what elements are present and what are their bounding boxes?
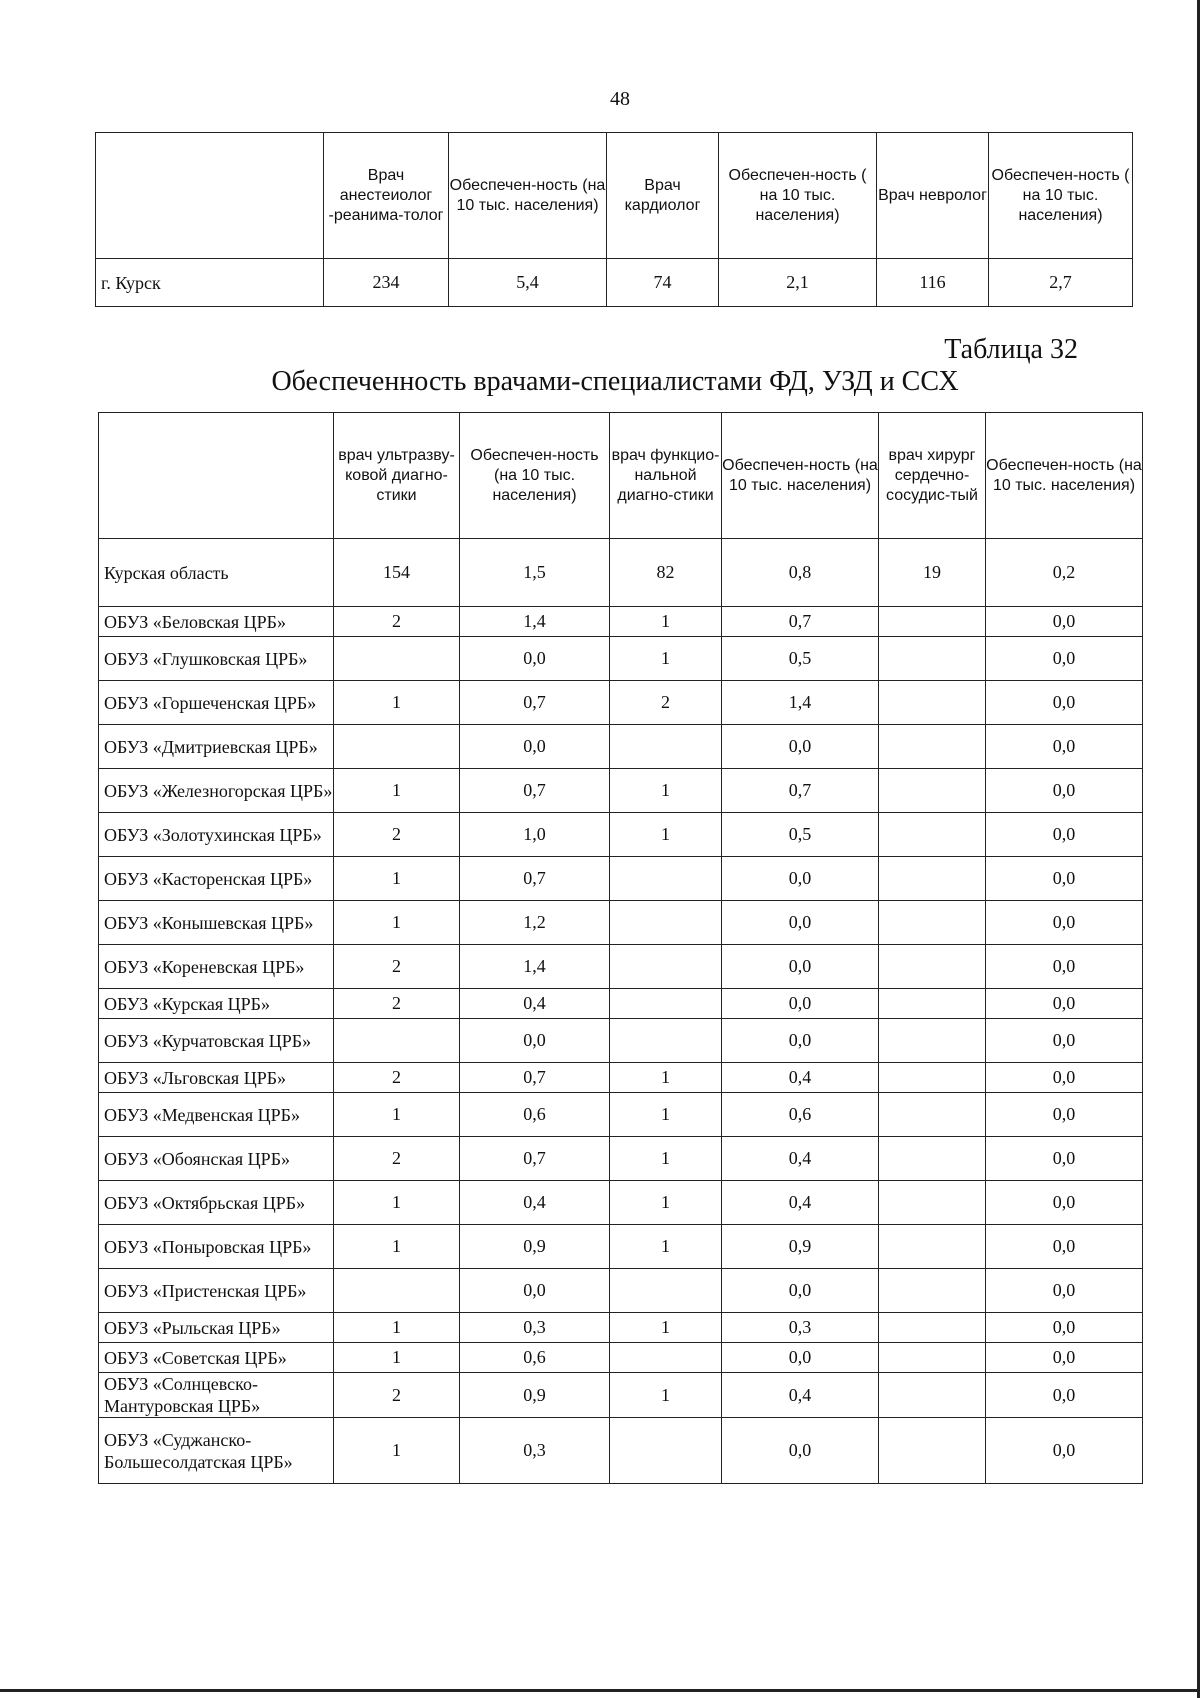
table-row [99,637,1143,681]
value-cell [879,1225,986,1269]
value-cell: 1,2 [460,901,610,945]
value-cell: 0,4 [460,1181,610,1225]
value-cell: 0,2 [986,539,1143,607]
value-cell [334,725,460,769]
value-cell: 0,0 [986,1093,1143,1137]
value-cell: 0,4 [722,1181,879,1225]
row-name-cell: ОБУЗ «Золотухинская ЦРБ» [99,813,334,857]
value-cell: 0,5 [722,813,879,857]
value-cell: 2 [334,989,460,1019]
value-cell: 2,1 [719,259,877,307]
value-cell: 0,0 [986,1313,1143,1343]
value-cell: 0,0 [986,769,1143,813]
row-name-cell: ОБУЗ «Солнцевско-Мантуровская ЦРБ» [99,1373,334,1418]
row-name-cell: ОБУЗ «Касторенская ЦРБ» [99,857,334,901]
value-cell: 0,4 [722,1137,879,1181]
row-name-cell: ОБУЗ «Конышевская ЦРБ» [99,901,334,945]
value-cell [610,945,722,989]
value-cell [879,1343,986,1373]
row-name-cell: ОБУЗ «Суджанско-Большесолдатская ЦРБ» [99,1418,334,1484]
value-cell: 1 [334,901,460,945]
table-main-header-cell: врач функцио-нальной диагно-стики [610,413,722,539]
table-main-header-cell [99,413,334,539]
table-row [99,1373,1143,1418]
value-cell: 0,6 [460,1093,610,1137]
value-cell: 1 [610,813,722,857]
table-main-header-cell: Обеспечен-ность (на 10 тыс. населения) [986,413,1143,539]
value-cell: 1 [610,1093,722,1137]
row-name-cell: ОБУЗ «Медвенская ЦРБ» [99,1093,334,1137]
value-cell: 0,0 [986,1343,1143,1373]
value-cell [879,607,986,637]
table-top-row [96,259,1133,307]
table-row [99,607,1143,637]
table-row [99,1269,1143,1313]
value-cell: 0,0 [722,1343,879,1373]
value-cell [879,637,986,681]
value-cell [334,637,460,681]
value-cell: 1 [610,769,722,813]
value-cell [610,989,722,1019]
value-cell: 0,0 [986,1373,1143,1418]
row-name-cell: ОБУЗ «Дмитриевская ЦРБ» [99,725,334,769]
value-cell [879,725,986,769]
row-name-cell: ОБУЗ «Октябрьская ЦРБ» [99,1181,334,1225]
value-cell [879,1063,986,1093]
value-cell: 154 [334,539,460,607]
table-main-header-cell: врач хирург сердечно-сосудис-тый [879,413,986,539]
value-cell: 0,4 [722,1373,879,1418]
value-cell: 1 [334,769,460,813]
table-top-header-cell [96,133,324,259]
value-cell: 2 [610,681,722,725]
row-name-cell: ОБУЗ «Железногорская ЦРБ» [99,769,334,813]
value-cell: 0,0 [460,1019,610,1063]
value-cell: 0,0 [986,1225,1143,1269]
table-row [99,1063,1143,1093]
value-cell: 0,0 [986,945,1143,989]
value-cell [879,857,986,901]
value-cell: 0,7 [722,769,879,813]
value-cell: 0,0 [460,637,610,681]
value-cell: 0,7 [460,1063,610,1093]
value-cell: 234 [324,259,449,307]
value-cell: 0,0 [722,989,879,1019]
value-cell: 1 [334,857,460,901]
table-main-header-cell: Обеспечен-ность (на 10 тыс. населения) [460,413,610,539]
row-name-cell: ОБУЗ «Курская ЦРБ» [99,989,334,1019]
table-main-body [99,413,1143,1484]
value-cell: 0,9 [460,1225,610,1269]
table-top-header-cell: Врач анестеиолог -реанима-толог [324,133,449,259]
value-cell: 0,0 [986,725,1143,769]
value-cell: 1 [610,1373,722,1418]
value-cell: 0,0 [722,945,879,989]
value-cell [334,1019,460,1063]
value-cell: 2,7 [989,259,1133,307]
row-name-cell: ОБУЗ «Льговская ЦРБ» [99,1063,334,1093]
value-cell: 0,0 [460,1269,610,1313]
value-cell: 1 [334,1418,460,1484]
value-cell: 1,4 [460,945,610,989]
value-cell: 0,7 [460,857,610,901]
value-cell: 1 [334,1093,460,1137]
value-cell: 116 [877,259,989,307]
value-cell: 1,5 [460,539,610,607]
value-cell: 1 [610,607,722,637]
value-cell [879,989,986,1019]
value-cell: 82 [610,539,722,607]
value-cell [879,1137,986,1181]
table-top [95,132,1133,307]
value-cell: 0,0 [460,725,610,769]
value-cell: 1 [610,1181,722,1225]
value-cell: 0,0 [722,857,879,901]
table-top-header-cell: Врач кардиолог [607,133,719,259]
value-cell [879,1093,986,1137]
table-row [99,1225,1143,1269]
value-cell: 19 [879,539,986,607]
table-row [99,1343,1143,1373]
value-cell [610,1019,722,1063]
row-name-cell: г. Курск [96,259,324,307]
table-row [99,989,1143,1019]
value-cell: 0,0 [986,637,1143,681]
value-cell: 0,3 [722,1313,879,1343]
value-cell: 1,4 [460,607,610,637]
page-edge-bottom [0,1689,1200,1692]
page-number: 48 [610,88,630,110]
value-cell [610,901,722,945]
table-row [99,1181,1143,1225]
table-main-header-cell: Обеспечен-ность (на 10 тыс. населения) [722,413,879,539]
value-cell: 1 [610,1063,722,1093]
row-name-cell: ОБУЗ «Горшеченская ЦРБ» [99,681,334,725]
table-row [99,857,1143,901]
value-cell: 0,7 [460,681,610,725]
value-cell: 0,4 [722,1063,879,1093]
value-cell [610,1269,722,1313]
value-cell: 1 [610,1137,722,1181]
value-cell: 0,0 [722,1019,879,1063]
value-cell: 1 [334,681,460,725]
value-cell: 74 [607,259,719,307]
table-row [99,1137,1143,1181]
table-main-header-row [99,413,1143,539]
value-cell [879,901,986,945]
value-cell [879,945,986,989]
table-row [99,769,1143,813]
value-cell: 1 [610,637,722,681]
value-cell: 1 [610,1225,722,1269]
value-cell [879,1418,986,1484]
value-cell: 2 [334,1063,460,1093]
value-cell: 1 [334,1225,460,1269]
value-cell: 0,9 [460,1373,610,1418]
value-cell: 0,3 [460,1313,610,1343]
value-cell [879,769,986,813]
value-cell: 0,7 [460,1137,610,1181]
value-cell: 1 [610,1313,722,1343]
table-row [99,813,1143,857]
value-cell: 0,0 [986,607,1143,637]
value-cell: 0,6 [460,1343,610,1373]
value-cell: 0,0 [986,1269,1143,1313]
value-cell: 0,5 [722,637,879,681]
value-cell: 2 [334,945,460,989]
table-top-header-cell: Обеспечен-ность ( на 10 тыс. населения) [989,133,1133,259]
value-cell: 0,0 [722,1269,879,1313]
value-cell: 0,0 [986,1019,1143,1063]
value-cell [879,681,986,725]
value-cell: 2 [334,1373,460,1418]
table-caption-title: Обеспеченность врачами-специалистами ФД, УЗД и ССХ [271,366,959,397]
value-cell [879,1019,986,1063]
row-name-cell: ОБУЗ «Курчатовская ЦРБ» [99,1019,334,1063]
value-cell [879,813,986,857]
table-top-header-cell: Обеспечен-ность (на 10 тыс. населения) [449,133,607,259]
value-cell: 0,0 [986,901,1143,945]
value-cell: 1 [334,1313,460,1343]
value-cell: 0,0 [986,1063,1143,1093]
table-row [99,1313,1143,1343]
table-row [99,1019,1143,1063]
value-cell: 0,0 [722,1418,879,1484]
value-cell [879,1313,986,1343]
value-cell: 0,4 [460,989,610,1019]
value-cell: 0,0 [986,1418,1143,1484]
row-name-cell: ОБУЗ «Советская ЦРБ» [99,1343,334,1373]
value-cell: 0,3 [460,1418,610,1484]
table-top-header-cell: Врач невролог [877,133,989,259]
row-name-cell: Курская область [99,539,334,607]
value-cell: 0,7 [722,607,879,637]
value-cell: 2 [334,607,460,637]
table-main-header-cell: врач ультразву-ковой диагно-стики [334,413,460,539]
table-row [99,1093,1143,1137]
value-cell [334,1269,460,1313]
value-cell [610,1418,722,1484]
table-row [99,681,1143,725]
table-caption-label: Таблица 32 [944,334,1078,365]
value-cell: 1 [334,1181,460,1225]
row-name-cell: ОБУЗ «Поныровская ЦРБ» [99,1225,334,1269]
table-top-header-cell: Обеспечен-ность ( на 10 тыс. населения) [719,133,877,259]
table-row [99,1418,1143,1484]
value-cell: 1,4 [722,681,879,725]
value-cell [610,725,722,769]
value-cell: 0,0 [722,901,879,945]
value-cell: 0,0 [986,989,1143,1019]
table-row [99,725,1143,769]
value-cell: 0,6 [722,1093,879,1137]
value-cell [879,1373,986,1418]
value-cell: 0,0 [722,725,879,769]
table-top-header-row [96,133,1133,259]
table-row [99,901,1143,945]
value-cell: 0,8 [722,539,879,607]
table-main [98,412,1143,1484]
value-cell: 0,9 [722,1225,879,1269]
row-name-cell: ОБУЗ «Глушковская ЦРБ» [99,637,334,681]
value-cell [610,1343,722,1373]
row-name-cell: ОБУЗ «Обоянская ЦРБ» [99,1137,334,1181]
value-cell: 0,0 [986,813,1143,857]
row-name-cell: ОБУЗ «Беловская ЦРБ» [99,607,334,637]
value-cell: 0,0 [986,1181,1143,1225]
value-cell [879,1269,986,1313]
value-cell: 0,0 [986,681,1143,725]
value-cell: 0,7 [460,769,610,813]
value-cell: 1 [334,1343,460,1373]
row-name-cell: ОБУЗ «Кореневская ЦРБ» [99,945,334,989]
value-cell: 2 [334,1137,460,1181]
table-row [99,945,1143,989]
table-row [99,539,1143,607]
value-cell: 5,4 [449,259,607,307]
value-cell [610,857,722,901]
value-cell: 2 [334,813,460,857]
value-cell [879,1181,986,1225]
value-cell: 0,0 [986,857,1143,901]
row-name-cell: ОБУЗ «Рыльская ЦРБ» [99,1313,334,1343]
value-cell: 1,0 [460,813,610,857]
value-cell: 0,0 [986,1137,1143,1181]
row-name-cell: ОБУЗ «Пристенская ЦРБ» [99,1269,334,1313]
